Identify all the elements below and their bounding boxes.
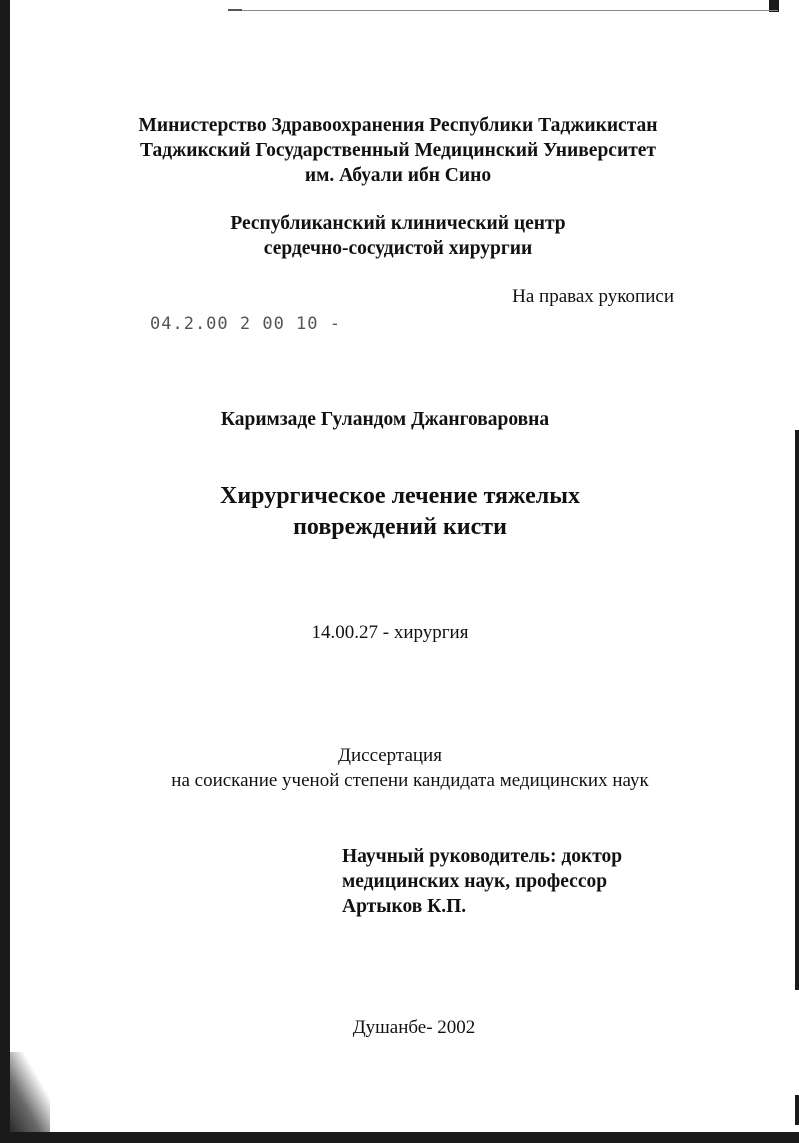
scan-edge-left bbox=[0, 0, 10, 1143]
supervisor-line1: Научный руководитель: доктор bbox=[342, 846, 623, 867]
scan-edge-right-lower bbox=[795, 1095, 799, 1125]
scan-top-dash bbox=[228, 9, 242, 11]
archive-stamp: 04.2.00 2 00 10 - bbox=[150, 314, 341, 334]
supervisor-line2: медицинских наук, профессор bbox=[342, 871, 608, 892]
university-name-line: им. Абуали ибн Сино bbox=[304, 165, 492, 186]
thesis-title-line2: повреждений кисти bbox=[293, 514, 507, 540]
place-year: Душанбе- 2002 bbox=[352, 1017, 476, 1038]
center-name-line2: сердечно-сосудистой хирургии bbox=[263, 238, 533, 259]
center-name-line1: Республиканский клинический центр bbox=[230, 213, 566, 234]
university-line: Таджикский Государственный Медицинский Университет bbox=[139, 140, 657, 161]
ministry-line: Министерство Здравоохранения Республики Таджикистан bbox=[138, 115, 658, 136]
specialty-code: 14.00.27 - хирургия bbox=[311, 622, 469, 643]
scan-edge-bottom bbox=[0, 1132, 799, 1143]
scan-edge-right bbox=[795, 430, 799, 990]
rights-note: На правах рукописи bbox=[512, 286, 674, 307]
thesis-title-line1: Хирургическое лечение тяжелых bbox=[220, 483, 580, 509]
author-name: Каримзаде Гуландом Джанговаровна bbox=[220, 409, 550, 430]
scan-shadow-bottom-left bbox=[10, 1052, 50, 1132]
degree-line: на соискание ученой степени кандидата медицинских наук bbox=[171, 770, 649, 791]
supervisor-name: Артыков К.П. bbox=[342, 896, 467, 917]
dissertation-label: Диссертация bbox=[338, 745, 442, 766]
scan-top-line bbox=[228, 10, 778, 11]
